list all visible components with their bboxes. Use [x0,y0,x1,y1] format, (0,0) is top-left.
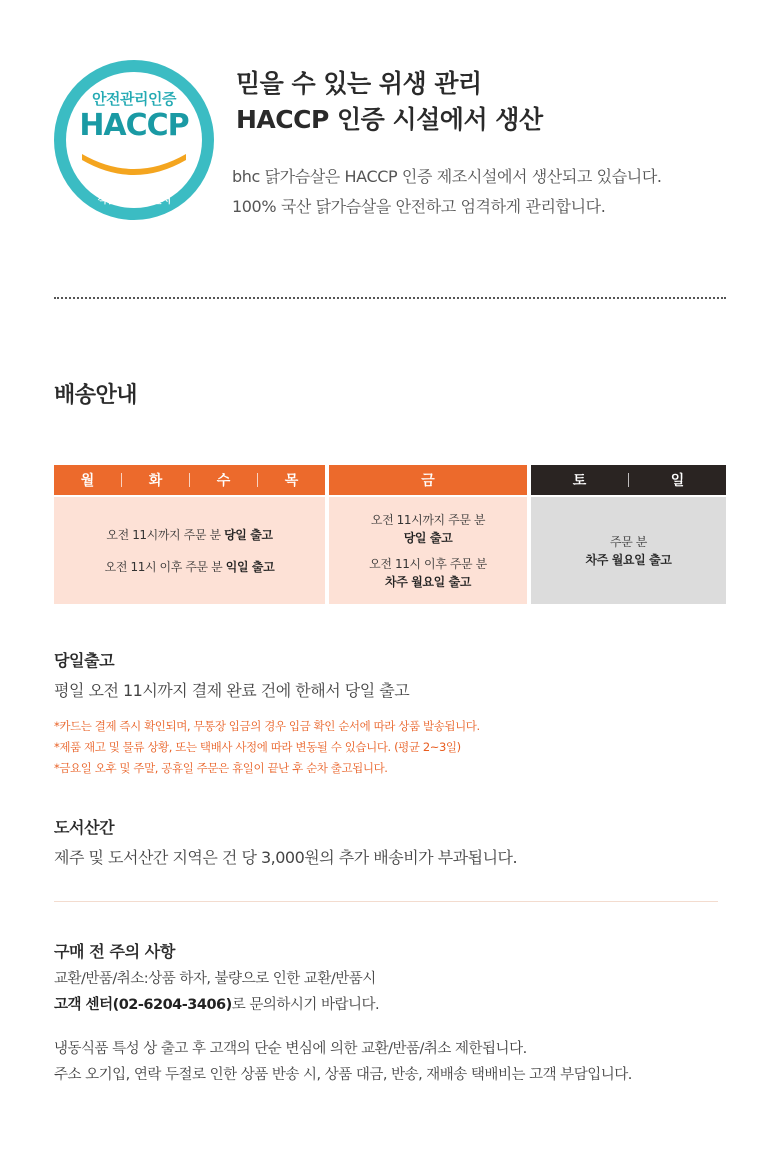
schedule-text: 오전 11시 이후 주문 분 [369,556,487,571]
haccp-description [232,162,662,222]
note-item: *카드는 결제 즉시 확인되며, 무통장 입금의 경우 입금 확인 순서에 따라 상품 발송됩니다. [54,719,480,733]
note-item: *제품 재고 및 물류 상황, 또는 택배사 사정에 따라 변동될 수 있습니다. (평균 2~3일) [54,740,461,754]
haccp-badge [54,60,214,220]
schedule-text: 주문 분 [610,534,647,549]
same-day-title: 당일출고 [54,651,115,670]
column-header [54,465,325,495]
island-text: 제주 및 도서산간 지역은 건 당 3,000원의 추가 배송비가 부과됩니다. [54,848,518,867]
schedule-highlight: 당일 출고 [403,530,453,545]
schedule-text: 오전 11시 이후 주문 분 [104,559,226,574]
schedule-highlight: 차주 월요일 출고 [585,552,672,567]
same-day-notes [54,716,480,779]
caution-line: 냉동식품 특성 상 출고 후 고객의 단순 변심에 의한 교환/반품/취소 제한됩니다. [54,1041,527,1057]
caution-line-rest: 로 문의하시기 바랍니다. [231,997,380,1013]
badge-main-text: HACCP [79,108,189,143]
schedule-highlight: 차주 월요일 출고 [385,574,471,589]
day-label: 토 [572,473,587,489]
customer-center: 고객 센터(02-6204-3406) [54,997,232,1013]
section-divider [54,901,718,902]
badge-bottom-text: 식품의약품안전처 [97,195,171,206]
caution-exchange [54,966,379,1018]
shipping-column-friday [329,465,527,604]
haccp-title-line2: HACCP 인증 시설에서 생산 [236,105,543,134]
haccp-desc-line2: 100% 국산 닭가슴살을 안전하고 엄격하게 관리합니다. [232,197,606,216]
badge-top-text: 안전관리인증 [92,90,176,108]
day-label: 월 [80,473,95,489]
shipping-column-weekdays [54,465,325,604]
schedule-text: 오전 11시까지 주문 분 [106,527,225,542]
smile-icon [80,150,188,178]
shipping-title: 배송안내 [54,383,138,408]
column-body [54,497,325,604]
caution-restrictions [54,1036,632,1088]
caution-line: 주소 오기입, 연락 두절로 인한 상품 반송 시, 상품 대금, 반송, 재배송 택배비는 고객 부담입니다. [54,1067,632,1083]
caution-line: 교환/반품/취소:상품 하자, 불량으로 인한 교환/반품시 [54,971,376,987]
day-label: 금 [421,473,435,489]
day-label: 일 [670,473,685,489]
day-label: 수 [216,473,231,489]
shipping-column-weekend [531,465,726,604]
schedule-highlight: 익일 출고 [225,559,275,574]
schedule-line [105,558,275,576]
day-label: 화 [148,473,163,489]
column-body [329,497,527,604]
haccp-title-line1: 믿을 수 있는 위생 관리 [236,69,482,98]
haccp-desc-line1: bhc 닭가슴살은 HACCP 인증 제조시설에서 생산되고 있습니다. [232,167,662,186]
day-label: 목 [284,473,299,489]
dotted-divider [54,297,726,299]
schedule-line [106,526,272,544]
column-body [531,497,726,604]
column-header [531,465,726,495]
schedule-highlight: 당일 출고 [224,527,273,542]
caution-title: 구매 전 주의 사항 [54,942,175,961]
caution-line [54,992,379,1018]
island-title: 도서산간 [54,818,115,837]
haccp-title [236,66,543,138]
column-header [329,465,527,495]
schedule-text: 오전 11시까지 주문 분 [370,512,486,527]
same-day-text: 평일 오전 11시까지 결제 완료 건에 한해서 당일 출고 [54,681,410,700]
note-item: *금요일 오후 및 주말, 공휴일 주문은 휴일이 끝난 후 순차 출고됩니다. [54,761,388,775]
